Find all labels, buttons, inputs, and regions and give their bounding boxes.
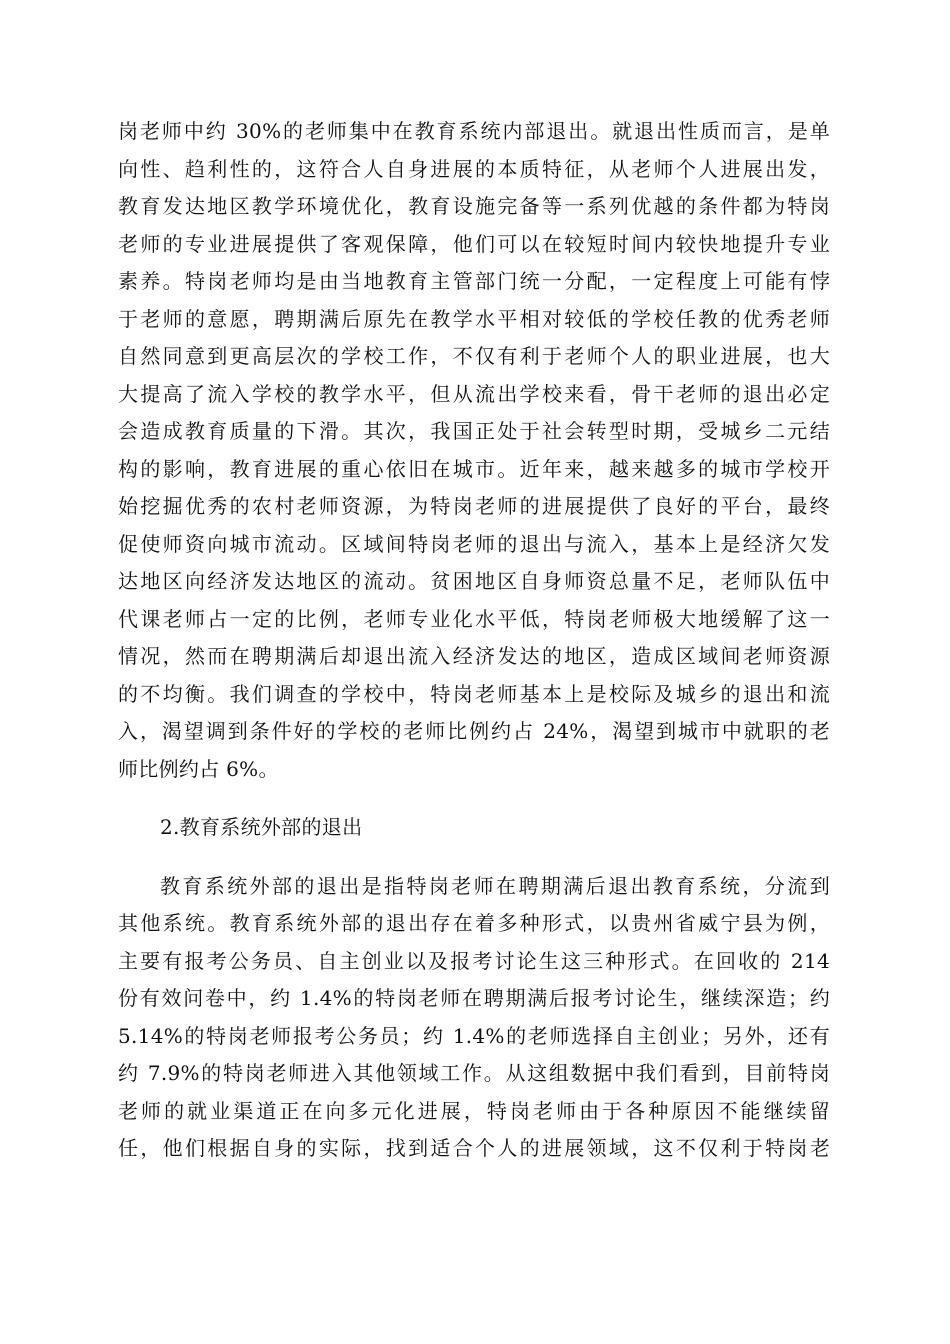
text-line: 教育发达地区教学环境优化，教育设施完备等一系列优越的条件都为特岗 [118, 194, 830, 218]
text-line: 任，他们根据自身的实际，找到适合个人的进展领域，这不仅利于特岗老 [118, 1136, 830, 1160]
text-line: 达地区向经济发达地区的流动。贫困地区自身师资总量不足，老师队伍中 [118, 569, 830, 593]
paragraph-1 [118, 113, 830, 788]
text-line: 师比例约占 6%。 [118, 756, 279, 781]
text-line: 老师的专业进展提供了客观保障，他们可以在较短时间内较快地提升专业 [118, 231, 830, 256]
text-line: 入，渴望调到条件好的学校的老师比例约占 24%，渴望到城市中就职的老 [118, 719, 830, 743]
paragraph-2 [118, 868, 830, 1168]
text-line: 促使师资向城市流动。区域间特岗老师的退出与流入，基本上是经济欠发 [118, 531, 830, 556]
document-page [118, 113, 830, 1168]
paragraph-gap [118, 788, 830, 809]
text-line: 岗老师中约 30%的老师集中在教育系统内部退出。就退出性质而言，是单 [118, 119, 830, 143]
text-line: 5.14%的特岗老师报考公务员；约 1.4%的老师选择自主创业；另外，还有 [118, 1023, 830, 1048]
section-heading: 2.教育系统外部的退出 [160, 815, 363, 839]
text-line: 始挖掘优秀的农村老师资源，为特岗老师的进展提供了良好的平台，最终 [118, 494, 830, 518]
text-line: 老师的就业渠道正在向多元化进展，特岗老师由于各种原因不能继续留 [118, 1098, 830, 1123]
text-line: 于老师的意愿，聘期满后原先在教学水平相对较低的学校任教的优秀老师 [118, 306, 830, 331]
text-line: 约 7.9%的特岗老师进入其他领域工作。从这组数据中我们看到，目前特岗 [118, 1061, 830, 1085]
text-line: 素养。特岗老师均是由当地教育主管部门统一分配，一定程度上可能有悖 [118, 269, 830, 293]
text-line: 教育系统外部的退出是指特岗老师在聘期满后退出教育系统，分流到 [160, 873, 830, 898]
text-line: 的不均衡。我们调查的学校中，特岗老师基本上是校际及城乡的退出和流 [118, 681, 830, 706]
text-line: 自然同意到更高层次的学校工作，不仅有利于老师个人的职业进展，也大 [118, 344, 830, 368]
text-line: 构的影响，教育进展的重心依旧在城市。近年来，越来越多的城市学校开 [118, 456, 830, 481]
text-line: 向性、趋利性的，这符合人自身进展的本质特征，从老师个人进展出发， [118, 156, 830, 181]
text-line: 会造成教育质量的下滑。其次，我国正处于社会转型时期，受城乡二元结 [118, 419, 830, 443]
text-line: 情况，然而在聘期满后却退出流入经济发达的地区，造成区域间老师资源 [118, 644, 830, 668]
text-line: 其他系统。教育系统外部的退出存在着多种形式，以贵州省威宁县为例， [118, 911, 830, 935]
text-line: 份有效问卷中，约 1.4%的特岗老师在聘期满后报考讨论生，继续深造；约 [118, 986, 830, 1010]
text-line: 代课老师占一定的比例，老师专业化水平低，特岗老师极大地缓解了这一 [118, 606, 830, 631]
paragraph-gap [118, 847, 830, 868]
text-line: 主要有报考公务员、自主创业以及报考讨论生这三种形式。在回收的 214 [118, 948, 830, 973]
text-line: 大提高了流入学校的教学水平，但从流出学校来看，骨干老师的退出必定 [118, 381, 830, 406]
